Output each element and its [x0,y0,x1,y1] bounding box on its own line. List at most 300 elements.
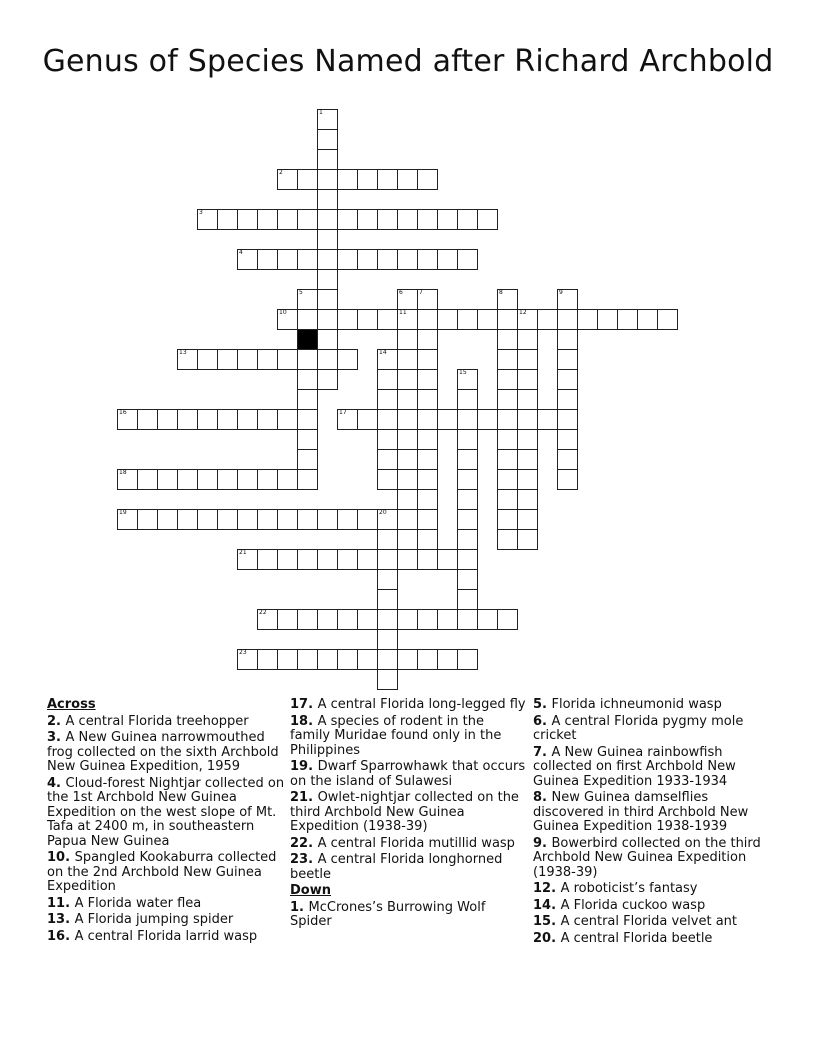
clue-number-12: 12 [519,309,527,316]
grid-cell[interactable] [557,389,578,410]
grid-cell[interactable] [277,649,298,670]
grid-cell[interactable] [417,169,438,190]
grid-cell[interactable] [237,209,258,230]
grid-cell[interactable] [497,369,518,390]
across-clue [47,715,285,730]
grid-cell[interactable] [277,349,298,370]
down-clues-part2 [533,698,771,946]
grid-cell[interactable] [377,469,398,490]
grid-cell[interactable] [297,389,318,410]
across-clues-part2 [290,698,528,882]
grid-cell[interactable] [657,309,678,330]
grid-cell[interactable] [197,209,218,230]
clue-number-7: 7 [419,289,423,296]
grid-cell[interactable] [417,369,438,390]
grid-cell[interactable] [557,289,578,310]
grid-cell[interactable] [297,609,318,630]
grid-cell[interactable] [417,389,438,410]
grid-cell[interactable] [297,549,318,570]
grid-cell[interactable] [317,129,338,150]
grid-cell[interactable] [497,309,518,330]
clue-number-18: 18 [119,469,127,476]
grid-cell[interactable] [297,309,318,330]
grid-cell[interactable] [497,609,518,630]
grid-cell[interactable] [417,609,438,630]
grid-cell[interactable] [497,469,518,490]
clue-text: A central Florida mutillid wasp [317,835,515,851]
grid-cell[interactable] [557,409,578,430]
grid-cell[interactable] [577,309,598,330]
grid-cell[interactable] [357,649,378,670]
clue-text: A Florida water flea [74,895,202,911]
down-clue [533,837,771,881]
grid-cell[interactable] [457,589,478,610]
grid-cell[interactable] [357,169,378,190]
grid-cell[interactable] [197,349,218,370]
across-clue [290,715,528,759]
grid-cell[interactable] [257,609,278,630]
grid-cell[interactable] [317,169,338,190]
grid-cell[interactable] [597,309,618,330]
grid-cell[interactable] [317,369,338,390]
grid-cell[interactable] [397,329,418,350]
grid-cell[interactable] [397,249,418,270]
clue-number-15: 15 [459,369,467,376]
clue-text: Bowerbird collected on the third Archbold New Guinea Expedition (1938-39) [533,835,761,880]
grid-cell[interactable] [317,609,338,630]
clue-number-8: 8 [499,289,503,296]
grid-cell[interactable] [357,249,378,270]
grid-cell[interactable] [237,469,258,490]
grid-cell[interactable] [357,509,378,530]
grid-cell[interactable] [257,249,278,270]
grid-cell[interactable] [417,309,438,330]
clue-number-9: 9 [559,289,563,296]
grid-cell[interactable] [617,309,638,330]
clue-number: 10. [47,850,75,865]
grid-cell[interactable] [477,609,498,630]
grid-cell[interactable] [277,209,298,230]
grid-cell[interactable] [397,529,418,550]
grid-cell[interactable] [397,449,418,470]
clue-number: 14. [533,897,561,913]
grid-cell[interactable] [457,529,478,550]
clue-text: A species of rodent in the family Muridae found only in the Philippines [290,713,502,758]
grid-cell[interactable] [297,249,318,270]
grid-cell[interactable] [397,509,418,530]
grid-cell[interactable] [397,209,418,230]
clue-number: 18. [290,713,318,729]
grid-cell[interactable] [377,369,398,390]
grid-cell[interactable] [417,289,438,310]
grid-cell[interactable] [437,649,458,670]
grid-cell[interactable] [417,429,438,450]
grid-cell[interactable] [417,489,438,510]
across-clues-part1 [47,715,285,945]
down-clue [533,882,771,897]
grid-cell[interactable] [457,649,478,670]
grid-cell[interactable] [277,549,298,570]
grid-cell[interactable] [297,429,318,450]
grid-cell[interactable] [377,609,398,630]
grid-cell[interactable] [277,249,298,270]
grid-cell[interactable] [397,429,418,450]
grid-cell[interactable] [417,529,438,550]
grid-cell[interactable] [477,209,498,230]
grid-cell[interactable] [337,169,358,190]
grid-cell[interactable] [517,369,538,390]
clue-number: 2. [47,713,66,729]
grid-cell[interactable] [497,509,518,530]
grid-cell[interactable] [497,289,518,310]
down-clue [533,915,771,930]
grid-cell[interactable] [337,649,358,670]
grid-cell[interactable] [237,409,258,430]
grid-cell[interactable] [377,589,398,610]
clue-number: 11. [47,895,75,911]
grid-cell[interactable] [377,549,398,570]
grid-cell[interactable] [477,309,498,330]
clue-number-20: 20 [379,509,387,516]
grid-cell[interactable] [317,349,338,370]
clue-number-13: 13 [179,349,187,356]
grid-cell[interactable] [377,429,398,450]
grid-cell[interactable] [197,509,218,530]
clue-number-5: 5 [299,289,303,296]
grid-cell[interactable] [517,469,538,490]
grid-cell[interactable] [137,509,158,530]
grid-cell[interactable] [557,329,578,350]
grid-cell[interactable] [497,349,518,370]
grid-cell[interactable] [297,169,318,190]
grid-cell[interactable] [357,609,378,630]
grid-cell[interactable] [397,349,418,370]
grid-cell[interactable] [377,309,398,330]
grid-cell[interactable] [457,609,478,630]
grid-cell[interactable] [557,349,578,370]
grid-cell[interactable] [317,649,338,670]
grid-cell[interactable] [197,469,218,490]
grid-cell[interactable] [297,469,318,490]
clue-number-10: 10 [279,309,287,316]
grid-cell[interactable] [377,409,398,430]
grid-cell[interactable] [157,509,178,530]
grid-cell[interactable] [457,389,478,410]
grid-cell[interactable] [397,609,418,630]
grid-cell[interactable] [517,389,538,410]
grid-cell[interactable] [337,309,358,330]
grid-cell[interactable] [177,469,198,490]
grid-cell[interactable] [417,469,438,490]
grid-cell[interactable] [457,449,478,470]
down-clue [290,901,528,930]
clue-text: A central Florida larrid wasp [74,928,258,944]
grid-cell[interactable] [417,549,438,570]
clue-number-14: 14 [379,349,387,356]
grid-cell[interactable] [397,649,418,670]
grid-cell[interactable] [397,549,418,570]
grid-cell[interactable] [417,449,438,470]
grid-cell[interactable] [437,309,458,330]
grid-cell[interactable] [517,509,538,530]
grid-cell[interactable] [397,389,418,410]
grid-cell[interactable] [397,469,418,490]
clue-text: A central Florida beetle [560,930,713,946]
grid-cell[interactable] [437,609,458,630]
grid-cell[interactable] [377,209,398,230]
down-clue [533,746,771,790]
grid-cell[interactable] [517,409,538,430]
grid-cell[interactable] [397,409,418,430]
grid-cell[interactable] [237,549,258,570]
grid-cell[interactable] [417,249,438,270]
grid-cell[interactable] [197,409,218,430]
grid-cell[interactable] [377,389,398,410]
grid-cell[interactable] [417,329,438,350]
grid-cell[interactable] [377,249,398,270]
grid-cell[interactable] [497,529,518,550]
grid-cell[interactable] [457,369,478,390]
grid-cell[interactable] [357,209,378,230]
clue-number-1: 1 [319,109,323,116]
grid-cell[interactable] [337,509,358,530]
grid-cell[interactable] [497,429,518,450]
grid-cell[interactable] [297,349,318,370]
grid-cell[interactable] [277,169,298,190]
grid-cell[interactable] [317,209,338,230]
across-clue [290,837,528,852]
clue-text: A central Florida longhorned beetle [290,852,503,882]
grid-cell[interactable] [137,409,158,430]
grid-cell[interactable] [117,509,138,530]
grid-cell[interactable] [417,209,438,230]
grid-cell[interactable] [457,549,478,570]
grid-cell[interactable] [557,449,578,470]
grid-cell[interactable] [377,169,398,190]
clue-number: 16. [47,928,75,944]
grid-cell[interactable] [317,329,338,350]
grid-cell[interactable] [217,509,238,530]
grid-cell[interactable] [397,169,418,190]
grid-cell[interactable] [437,549,458,570]
grid-cell[interactable] [497,449,518,470]
clue-text: Spangled Kookaburra collected on the 2nd Archbold New Guinea Expedition [47,850,277,894]
across-clue [47,930,285,945]
grid-cell[interactable] [457,249,478,270]
grid-cell[interactable] [537,309,558,330]
grid-cell[interactable] [377,629,398,650]
grid-cell[interactable] [337,409,358,430]
grid-cell[interactable] [477,409,498,430]
grid-cell[interactable] [117,469,138,490]
clue-number: 8. [533,790,552,805]
grid-cell[interactable] [377,649,398,670]
clue-text: A central Florida treehopper [65,713,249,729]
grid-cell[interactable] [277,469,298,490]
grid-cell[interactable] [297,649,318,670]
grid-cell[interactable] [537,409,558,430]
clue-text: A Florida cuckoo wasp [560,897,706,913]
grid-cell[interactable] [317,269,338,290]
grid-cell[interactable] [317,549,338,570]
grid-cell[interactable] [337,349,358,370]
grid-cell[interactable] [257,549,278,570]
grid-cell[interactable] [217,409,238,430]
grid-cell[interactable] [377,509,398,530]
grid-cell[interactable] [457,489,478,510]
grid-cell[interactable] [217,209,238,230]
grid-cell[interactable] [337,249,358,270]
clue-text: Cloud-forest Nightjar collected on the 1st Archbold New Guinea Expedition on the west slope of Mt. Tafa at 2400 m, in southeastern Papua New Guinea [47,775,285,849]
grid-cell[interactable] [177,409,198,430]
grid-cell[interactable] [117,409,138,430]
down-heading: Down [290,883,331,898]
black-cell [297,329,318,350]
grid-cell[interactable] [277,409,298,430]
grid-cell[interactable] [517,329,538,350]
grid-cell[interactable] [237,509,258,530]
grid-cell[interactable] [277,309,298,330]
grid-cell[interactable] [457,309,478,330]
clue-column-1 [47,698,285,946]
clue-number: 15. [533,914,561,929]
clue-number-21: 21 [239,549,247,556]
grid-cell[interactable] [317,249,338,270]
grid-cell[interactable] [357,409,378,430]
grid-cell[interactable] [257,209,278,230]
grid-cell[interactable] [457,209,478,230]
grid-cell[interactable] [357,309,378,330]
grid-cell[interactable] [497,489,518,510]
grid-cell[interactable] [497,329,518,350]
grid-cell[interactable] [297,409,318,430]
grid-cell[interactable] [317,309,338,330]
grid-cell[interactable] [517,489,538,510]
down-clue [533,791,771,835]
grid-cell[interactable] [497,409,518,430]
grid-cell[interactable] [217,349,238,370]
across-clue [47,851,285,895]
clue-text: A central Florida long-legged fly [317,697,526,712]
grid-cell[interactable] [317,189,338,210]
grid-cell[interactable] [297,509,318,530]
grid-cell[interactable] [417,649,438,670]
grid-cell[interactable] [437,249,458,270]
grid-cell[interactable] [397,369,418,390]
grid-cell[interactable] [457,469,478,490]
grid-cell[interactable] [457,429,478,450]
grid-cell[interactable] [377,349,398,370]
grid-cell[interactable] [377,529,398,550]
grid-cell[interactable] [557,469,578,490]
grid-cell[interactable] [317,289,338,310]
grid-cell[interactable] [517,309,538,330]
grid-cell[interactable] [237,349,258,370]
grid-cell[interactable] [157,469,178,490]
grid-cell[interactable] [277,509,298,530]
across-heading: Across [47,697,96,712]
across-clue [47,731,285,775]
grid-cell[interactable] [257,649,278,670]
grid-cell[interactable] [397,309,418,330]
grid-cell[interactable] [237,249,258,270]
grid-cell[interactable] [317,109,338,130]
across-clue [47,913,285,928]
grid-cell[interactable] [317,149,338,170]
clue-number-22: 22 [259,609,267,616]
grid-cell[interactable] [517,529,538,550]
clue-number: 4. [47,775,66,791]
grid-cell[interactable] [277,609,298,630]
grid-cell[interactable] [137,469,158,490]
grid-cell[interactable] [397,289,418,310]
grid-cell[interactable] [417,409,438,430]
clue-text: A New Guinea narrowmouthed frog collected on the sixth Archbold New Guinea Expedition, 1959 [47,730,279,774]
grid-cell[interactable] [457,409,478,430]
grid-cell[interactable] [157,409,178,430]
grid-cell[interactable] [497,389,518,410]
grid-cell[interactable] [257,409,278,430]
grid-cell[interactable] [377,669,398,690]
grid-cell[interactable] [317,229,338,250]
grid-cell[interactable] [517,449,538,470]
grid-cell[interactable] [377,449,398,470]
grid-cell[interactable] [397,489,418,510]
grid-cell[interactable] [437,209,458,230]
clue-number-16: 16 [119,409,127,416]
grid-cell[interactable] [177,509,198,530]
clue-number: 23. [290,852,318,867]
grid-cell[interactable] [377,569,398,590]
clue-column-3 [533,698,771,948]
clue-text: A Florida jumping spider [74,912,234,927]
grid-cell[interactable] [217,469,238,490]
grid-cell[interactable] [457,509,478,530]
clue-number: 12. [533,881,561,896]
grid-cell[interactable] [557,309,578,330]
grid-cell[interactable] [517,429,538,450]
grid-cell[interactable] [317,509,338,530]
grid-cell[interactable] [237,649,258,670]
grid-cell[interactable] [337,549,358,570]
grid-cell[interactable] [337,609,358,630]
grid-cell[interactable] [337,209,358,230]
clue-number: 20. [533,930,561,946]
clue-number-23: 23 [239,649,247,656]
grid-cell[interactable] [437,409,458,430]
clue-number: 21. [290,790,318,805]
grid-cell[interactable] [297,369,318,390]
grid-cell[interactable] [297,289,318,310]
clue-number-4: 4 [239,249,243,256]
grid-cell[interactable] [417,349,438,370]
grid-cell[interactable] [257,349,278,370]
grid-cell[interactable] [357,549,378,570]
grid-cell[interactable] [557,369,578,390]
grid-cell[interactable] [177,349,198,370]
grid-cell[interactable] [557,429,578,450]
grid-cell[interactable] [457,569,478,590]
grid-cell[interactable] [517,349,538,370]
across-clue [47,897,285,912]
grid-cell[interactable] [257,469,278,490]
grid-cell[interactable] [257,509,278,530]
grid-cell[interactable] [417,509,438,530]
grid-cell[interactable] [297,449,318,470]
grid-cell[interactable] [297,209,318,230]
down-clues-part1 [290,901,528,930]
grid-cell[interactable] [637,309,658,330]
